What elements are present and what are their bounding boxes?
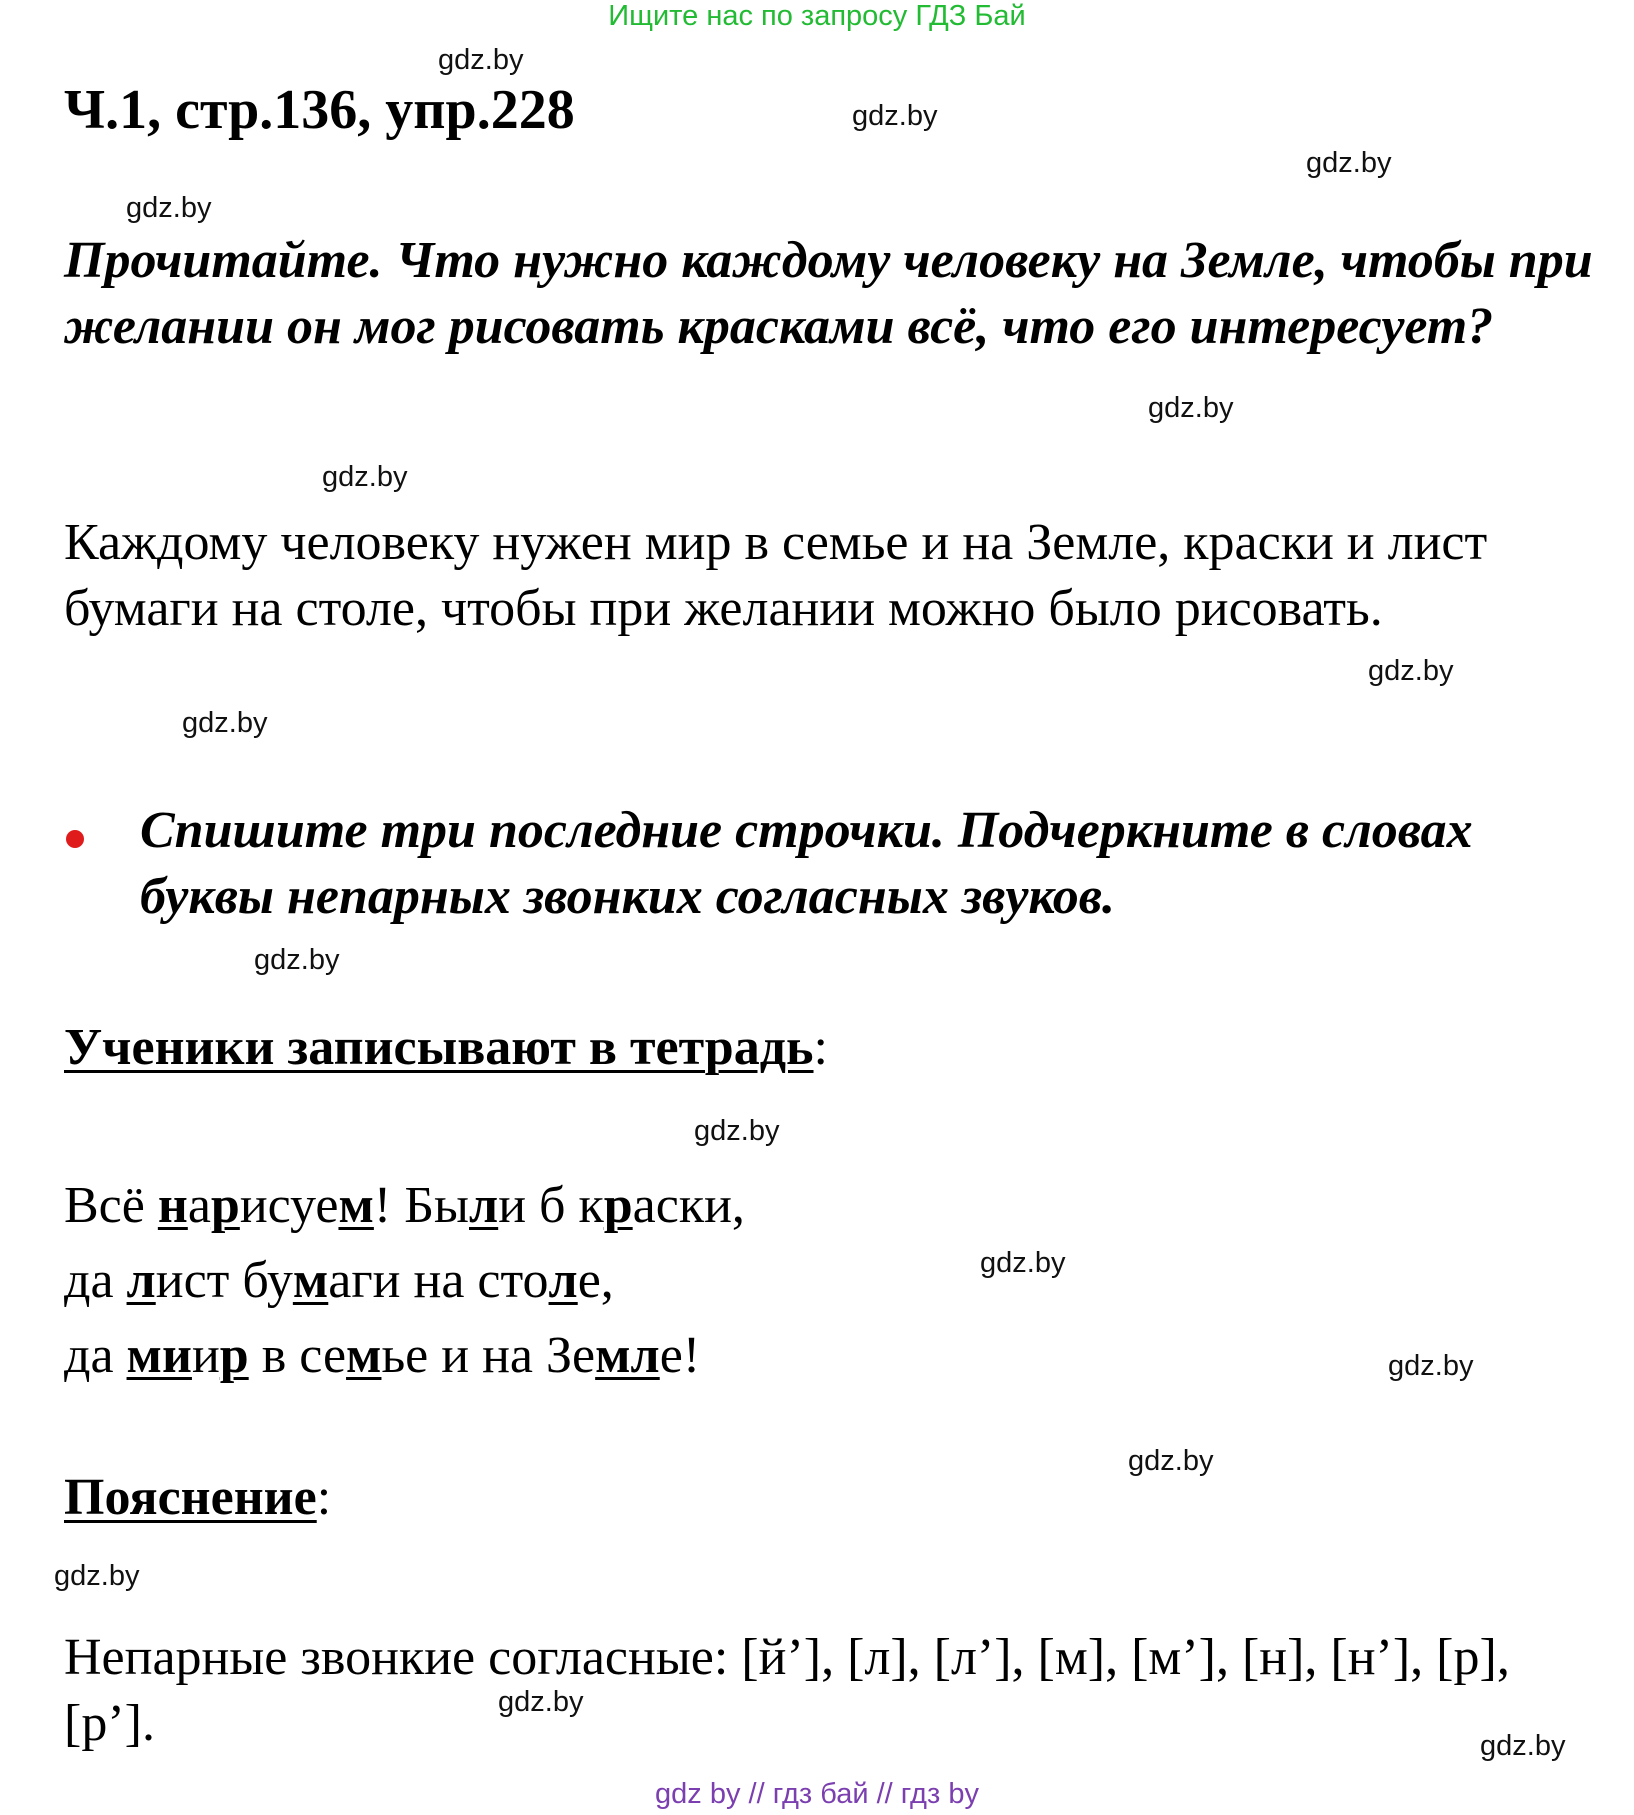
answer-text: Каждому человеку нужен мир в семье и на Земле, краски и лист бумаги на столе, чтобы при желании можно было рисовать. xyxy=(64,514,1488,637)
watermark: gdz.by xyxy=(694,1115,780,1147)
underlined-letter: м xyxy=(338,1177,374,1234)
poem-text: исуе xyxy=(239,1177,339,1234)
watermark: gdz.by xyxy=(126,192,212,224)
watermark: gdz.by xyxy=(1480,1730,1566,1762)
poem-line-1 xyxy=(64,1168,745,1243)
watermark: gdz.by xyxy=(1128,1445,1214,1477)
underlined-letter: р xyxy=(210,1177,240,1234)
watermark: gdz.by xyxy=(438,44,524,76)
underlined-letter: р xyxy=(219,1327,249,1384)
search-banner: Ищите нас по запросу ГДЗ Бай xyxy=(608,0,1026,32)
watermark: gdz.by xyxy=(322,461,408,493)
underlined-letter: л xyxy=(469,1177,499,1234)
watermark: gdz.by xyxy=(1148,392,1234,424)
poem-text: да xyxy=(64,1252,127,1309)
poem-text: е, xyxy=(577,1252,614,1309)
footer-links: gdz by // гдз бай // гдз by xyxy=(655,1778,979,1810)
watermark: gdz.by xyxy=(254,944,340,976)
explanation-text: Непарные звонкие согласные: [й’], [л], [л’], [м], [м’], [н], [н’], [р], [р’]. xyxy=(64,1629,1510,1752)
poem-text: ист бу xyxy=(155,1252,293,1309)
section-title-text: Ученики записывают в тетрадь xyxy=(64,1019,814,1076)
section-title-explanation xyxy=(64,1468,331,1527)
watermark: gdz.by xyxy=(980,1247,1066,1279)
section-title-colon: : xyxy=(316,1469,332,1526)
poem xyxy=(64,1168,745,1393)
underlined-letter: ми xyxy=(126,1327,192,1384)
underlined-letter: л xyxy=(126,1252,156,1309)
poem-text: и xyxy=(191,1327,220,1384)
poem-text: аги на сто xyxy=(328,1252,549,1309)
section-title-notebook xyxy=(64,1018,828,1077)
poem-text: ье и на Зе xyxy=(381,1327,596,1384)
task-instruction: Спишите три последние строчки. Подчеркните в словах буквы непарных звонких согласных звуков. xyxy=(140,802,1473,925)
task-question: Прочитайте. Что нужно каждому человеку на Земле, чтобы при желании он мог рисовать красками всё, что его интересует? xyxy=(64,232,1593,355)
watermark: gdz.by xyxy=(1306,147,1392,179)
section-title-text: Пояснение xyxy=(64,1469,317,1526)
poem-text: и б к xyxy=(498,1177,604,1234)
watermark: gdz.by xyxy=(1388,1350,1474,1382)
poem-text: Всё xyxy=(64,1177,158,1234)
poem-text: а xyxy=(187,1177,211,1234)
poem-text: аски, xyxy=(632,1177,745,1234)
section-title-colon: : xyxy=(813,1019,828,1076)
poem-text: ! Бы xyxy=(373,1177,469,1234)
underlined-letter: м xyxy=(292,1252,329,1309)
watermark: gdz.by xyxy=(182,707,268,739)
underlined-letter: р xyxy=(603,1177,633,1234)
poem-line-3 xyxy=(64,1318,745,1393)
underlined-letter: л xyxy=(548,1252,578,1309)
page-title: Ч.1, стр.136, упр.228 xyxy=(64,79,575,141)
poem-line-2 xyxy=(64,1243,745,1318)
watermark: gdz.by xyxy=(852,100,938,132)
poem-text: в се xyxy=(248,1327,347,1384)
bullet-icon xyxy=(66,830,84,848)
poem-text: е! xyxy=(659,1327,701,1384)
watermark: gdz.by xyxy=(1368,655,1454,687)
underlined-letter: н xyxy=(157,1177,188,1234)
underlined-letter: мл xyxy=(595,1327,660,1384)
poem-text: да xyxy=(64,1327,127,1384)
underlined-letter: м xyxy=(346,1327,382,1384)
watermark: gdz.by xyxy=(498,1686,584,1718)
watermark: gdz.by xyxy=(54,1560,140,1592)
